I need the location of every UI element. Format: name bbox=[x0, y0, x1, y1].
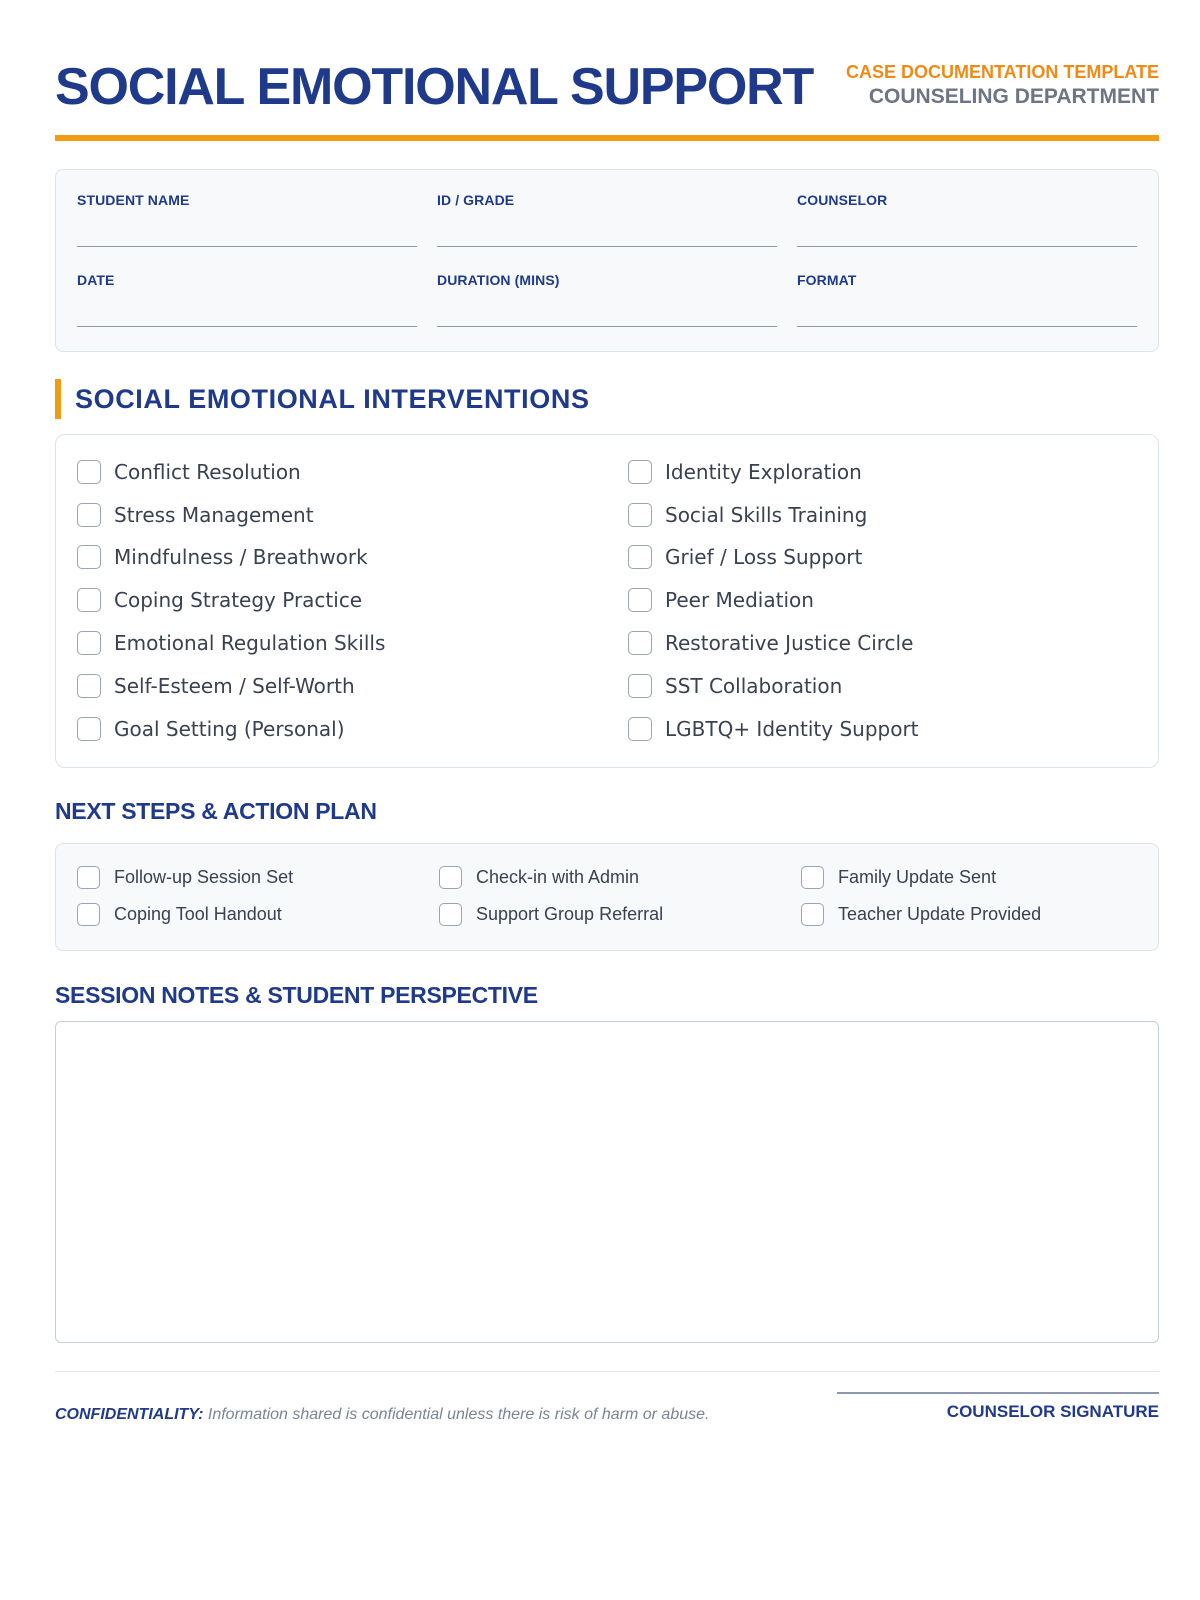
checkbox-label: Restorative Justice Circle bbox=[665, 631, 914, 655]
checkbox-label: Check-in with Admin bbox=[476, 867, 640, 887]
checkbox-label: Support Group Referral bbox=[476, 904, 664, 924]
duration-field[interactable] bbox=[437, 272, 777, 327]
checkbox[interactable] bbox=[77, 503, 101, 527]
checkbox-label: Grief / Loss Support bbox=[665, 545, 863, 569]
checkbox[interactable] bbox=[77, 588, 101, 612]
checkbox[interactable] bbox=[77, 866, 100, 889]
document-type: CASE DOCUMENTATION TEMPLATE bbox=[846, 62, 1159, 82]
confidentiality-text: Information shared is confidential unless there is risk of harm or abuse. bbox=[207, 1406, 710, 1423]
checkbox[interactable] bbox=[77, 631, 101, 655]
checkbox[interactable] bbox=[77, 545, 101, 569]
checkbox-label: Conflict Resolution bbox=[114, 460, 301, 484]
checkbox[interactable] bbox=[77, 903, 100, 926]
page-title: SOCIAL EMOTIONAL SUPPORT bbox=[55, 58, 814, 116]
next-steps-heading: NEXT STEPS & ACTION PLAN bbox=[55, 798, 377, 824]
student-info-panel bbox=[55, 169, 1159, 352]
confidentiality-lead: CONFIDENTIALITY: bbox=[55, 1406, 204, 1423]
signature-label: COUNSELOR SIGNATURE bbox=[946, 1402, 1159, 1421]
checkbox-label: Self-Esteem / Self-Worth bbox=[114, 674, 355, 698]
checkbox-label: Emotional Regulation Skills bbox=[114, 631, 386, 655]
field-label: FORMAT bbox=[797, 272, 857, 288]
checkbox[interactable] bbox=[628, 545, 652, 569]
header-meta bbox=[846, 61, 1159, 111]
field-label: STUDENT NAME bbox=[77, 192, 190, 208]
checkbox-label: Goal Setting (Personal) bbox=[114, 717, 345, 741]
checkbox[interactable] bbox=[801, 903, 824, 926]
student-name-field[interactable] bbox=[77, 192, 417, 247]
checkbox[interactable] bbox=[628, 588, 652, 612]
checkbox-label: Mindfulness / Breathwork bbox=[114, 545, 368, 569]
date-field[interactable] bbox=[77, 272, 417, 327]
checkbox-label: Identity Exploration bbox=[665, 460, 862, 484]
confidentiality-notice bbox=[55, 1405, 709, 1425]
footer-divider bbox=[55, 1371, 1159, 1372]
checkbox[interactable] bbox=[77, 717, 101, 741]
session-notes-heading: SESSION NOTES & STUDENT PERSPECTIVE bbox=[55, 982, 538, 1008]
interventions-heading bbox=[55, 379, 1159, 419]
checkbox-label: Follow-up Session Set bbox=[114, 867, 294, 887]
case-form-page bbox=[55, 0, 1159, 1600]
checkbox-label: Peer Mediation bbox=[665, 588, 814, 612]
checkbox[interactable] bbox=[801, 866, 824, 889]
checkbox-label: Family Update Sent bbox=[838, 867, 997, 887]
id-grade-field[interactable] bbox=[437, 192, 777, 247]
field-label: DATE bbox=[77, 272, 115, 288]
checkbox-label: Social Skills Training bbox=[665, 503, 868, 527]
field-label: ID / GRADE bbox=[437, 192, 515, 208]
field-label: DURATION (MINS) bbox=[437, 272, 560, 288]
checkbox[interactable] bbox=[439, 903, 462, 926]
next-steps-checklist bbox=[55, 843, 1159, 951]
checkbox[interactable] bbox=[77, 460, 101, 484]
interventions-checklist bbox=[55, 434, 1159, 768]
session-notes-area[interactable] bbox=[55, 1021, 1159, 1343]
checkbox[interactable] bbox=[77, 674, 101, 698]
checkbox[interactable] bbox=[628, 631, 652, 655]
field-label: COUNSELOR bbox=[797, 192, 888, 208]
checkbox-label: SST Collaboration bbox=[665, 674, 843, 698]
format-field[interactable] bbox=[797, 272, 1137, 327]
checkbox[interactable] bbox=[628, 503, 652, 527]
page-header bbox=[55, 55, 1159, 141]
heading-accent-bar bbox=[55, 379, 61, 419]
checkbox[interactable] bbox=[628, 674, 652, 698]
department-name: COUNSELING DEPARTMENT bbox=[868, 85, 1159, 108]
checkbox[interactable] bbox=[439, 866, 462, 889]
checkbox-label: Coping Tool Handout bbox=[114, 904, 282, 924]
checkbox-label: Teacher Update Provided bbox=[838, 904, 1042, 924]
checkbox-label: Stress Management bbox=[114, 503, 314, 527]
checkbox[interactable] bbox=[628, 717, 652, 741]
checkbox-label: Coping Strategy Practice bbox=[114, 588, 363, 612]
counselor-field[interactable] bbox=[797, 192, 1137, 247]
interventions-heading-text: SOCIAL EMOTIONAL INTERVENTIONS bbox=[75, 384, 590, 414]
checkbox-label: LGBTQ+ Identity Support bbox=[665, 717, 919, 741]
checkbox[interactable] bbox=[628, 460, 652, 484]
signature-line[interactable] bbox=[837, 1392, 1159, 1394]
